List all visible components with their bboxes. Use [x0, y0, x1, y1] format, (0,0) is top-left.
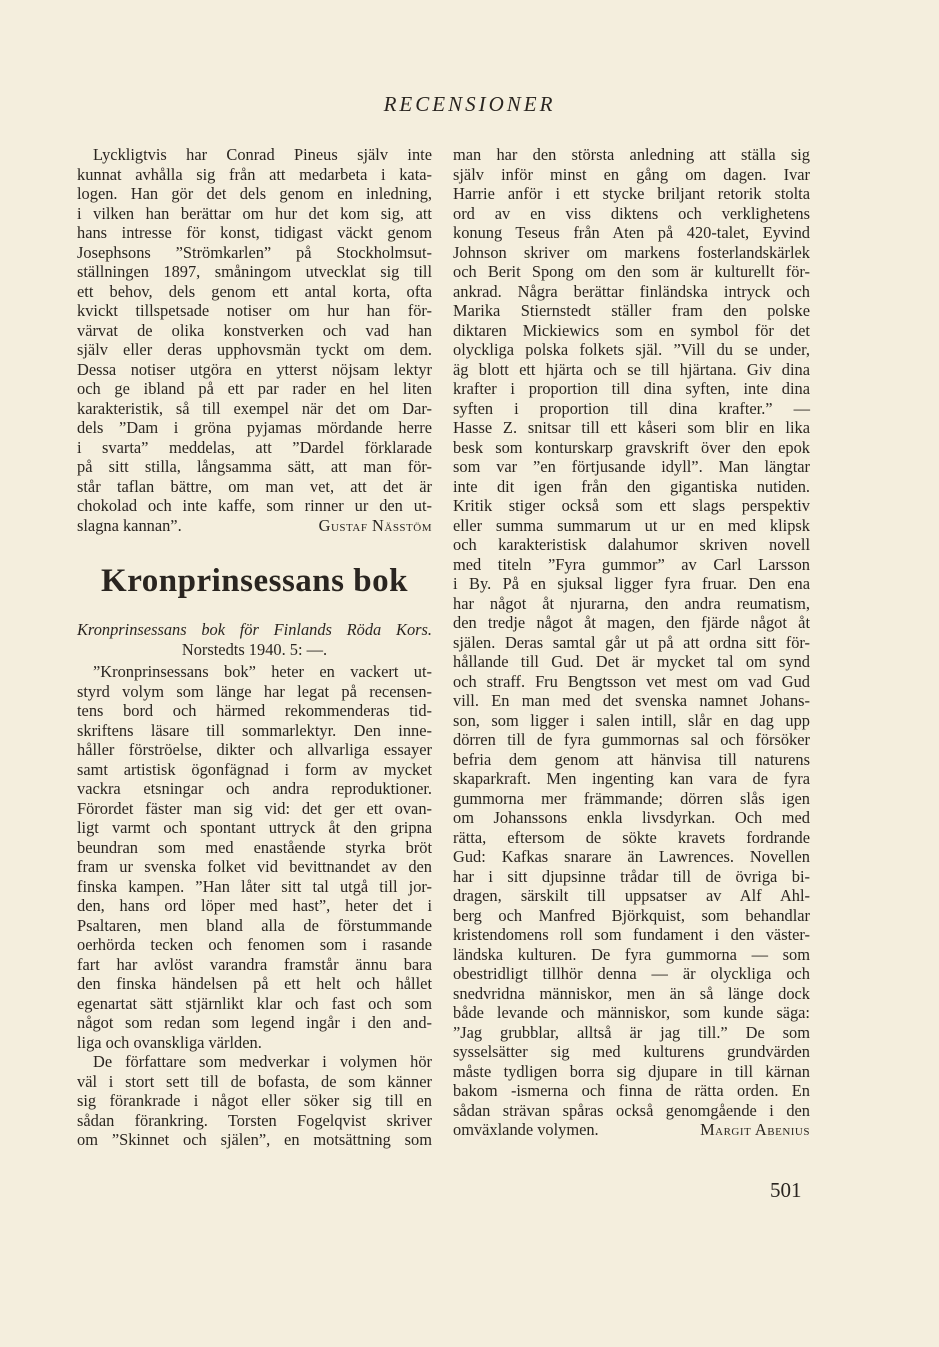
text-line: Marika Stiernstedt ställer fram den polske	[453, 301, 810, 320]
review-2-body-right	[453, 145, 810, 1140]
text-line: själv inför minst en gång om dagen. Ivar	[453, 164, 810, 184]
text-line: själen. Deras samtal går ut på att ordna sitt för-	[453, 632, 810, 652]
text-line: själv eller deras upphovsmän tyckt om dem.	[77, 340, 432, 359]
text-line: sysselsätter sig med kulturens grundvärden	[453, 1042, 810, 1061]
text-line: sådan förankring. Torsten Fogelqvist skriver	[77, 1110, 432, 1130]
author-signature: Gustaf Nässtöm	[318, 515, 432, 535]
text-line: fart har avlöst varandra framstår ännu bara	[77, 954, 432, 974]
text-line: skaparkraft. Men ingenting kan vara de fyra	[453, 769, 810, 788]
text-line: chokolad och inte kaffe, som rinner ur den ut-	[77, 496, 432, 515]
text-line: har något åt njurarna, den andra reumatism,	[453, 593, 810, 613]
text-line: ”Kronprinsessans bok” heter en vackert ut-	[93, 662, 432, 681]
text-line: tens bord och härmed rekommenderas tid-	[77, 701, 432, 720]
running-head: RECENSIONER	[383, 92, 556, 116]
text-line: hans intresse för konst, tidigast väckt genom	[77, 223, 432, 242]
text-line: i vilken han berättar om hur det kom sig, att	[77, 203, 432, 223]
text-line: ländska kulturen. De fyra gummorna — som	[453, 944, 810, 964]
text-line: hållande till Gud. Det är mycket tal om synd	[453, 652, 810, 671]
text-line: äg blott ett hjärta och se till hjärtana. Giv dina	[453, 359, 810, 379]
text-line: sådan strävan spåras också genomgående i den	[453, 1100, 810, 1120]
text-line: Josephsons ”Strömkarlen” på Stockholmsut-	[77, 242, 432, 262]
text-line: fram ur svenska folket vid bevittnandet av den	[77, 857, 432, 876]
text-line: om ”Skinnet och själen”, en motsättning som	[77, 1130, 432, 1149]
text-line: väl i stort sett till de bofasta, de som känner	[77, 1071, 432, 1091]
text-line: bakom -ismerna och finna de rätta orden. En	[453, 1081, 810, 1100]
text-line: inte dit igen från den gigantiska nutiden.	[453, 476, 810, 496]
text-line: ord av en viss diktens och verklighetens	[453, 203, 810, 223]
text-line: karakteristik, så till exempel när det om Dar-	[77, 398, 432, 418]
text-line-content: omväxlande volymen.	[453, 1120, 599, 1139]
text-line: värvat de olika konstverken och vad han	[77, 320, 432, 340]
text-line: vill. En man med det svenska namnet Johans-	[453, 691, 810, 710]
text-line: Förordet fäster man sig vid: det ger ett ovan-	[77, 798, 432, 818]
text-line: Dessa notiser utgöra en ytterst nöjsam lektyr	[77, 359, 432, 379]
text-line: ”Jag grubblar, alltså är jag till.” De som	[453, 1022, 810, 1042]
text-line: finska kampen. ”Han låter sitt tal utgå till jor-	[77, 876, 432, 896]
text-line: olyckliga polska folkets själ. ”Vill du se under,	[453, 340, 810, 359]
text-line: den, hans ord löper med hast”, heter det i	[77, 896, 432, 915]
publisher-info: Norstedts 1940. 5: —.	[181, 640, 328, 659]
text-line: Kritik stiger också som ett slags perspektiv	[453, 496, 810, 515]
text-line	[453, 1120, 810, 1140]
text-line: står taflan bättre, om man vet, att det är	[77, 476, 432, 496]
text-line: besk som konturskarp gravskrift över den epok	[453, 437, 810, 457]
text-line: dörren till de fyra gummornas sal och försöker	[453, 730, 810, 749]
text-line: sig förankrade i något eller söker sig till en	[77, 1091, 432, 1110]
text-line: ett behov, dels genom ett antal korta, ofta	[77, 281, 432, 301]
text-line: och karakteristisk dalahumor skriven novell	[453, 535, 810, 554]
text-line: son, som ligger i salen intill, slår en dag upp	[453, 710, 810, 730]
text-line: krafter i proportion till dina syften, inte dina	[453, 379, 810, 398]
text-line: något som redan som legend ingår i den and-	[77, 1013, 432, 1032]
text-line: logen. Han gör det dels genom en inledning,	[77, 184, 432, 203]
text-line: Harrie anför i ett stycke briljant retorik stolta	[453, 184, 810, 203]
text-line: kristendomens roll som fundament i den väster-	[453, 925, 810, 944]
text-line: De författare som medverkar i volymen hör	[93, 1052, 432, 1071]
text-line: och straff. Fru Bengtsson vet mest om vad Gud	[453, 671, 810, 691]
book-title: Kronprinsessans bok för Finlands Röda Kors.	[77, 620, 432, 639]
text-line: snedvridna människor, men än så länge dock	[453, 983, 810, 1003]
text-line: styrd volym som länge har legat på recensen-	[77, 681, 432, 701]
text-line: på sitt stilla, långsamma sätt, att man för-	[77, 457, 432, 476]
text-line: liga och ovanskliga världen.	[77, 1032, 262, 1052]
text-line: Lyckligtvis har Conrad Pineus själv inte	[93, 145, 432, 164]
text-line: man har den största anledning att ställa sig	[453, 145, 810, 164]
text-line: den finska händelsen på ett helt och hållet	[77, 974, 432, 993]
text-line: rätta, eftersom de sökte kravets fordrande	[453, 827, 810, 847]
text-line: den tredje något åt magen, den fjärde något åt	[453, 613, 810, 632]
text-line: obestridligt tillhör denna — är olyckliga och	[453, 964, 810, 983]
text-line: i svarta” meddelas, att ”Dardel förklarade	[77, 437, 432, 457]
text-line: samt artistisk ögonfägnad i form av mycket	[77, 759, 432, 779]
text-line: har i sitt djupsinne trådar till de övriga bi-	[453, 866, 810, 886]
text-line: konung Teseus från Aten på 420-talet, Eyvind	[453, 223, 810, 242]
text-line: eller summa summarum ut ur en med klipsk	[453, 515, 810, 535]
text-line: vackra etsningar och andra reproduktioner.	[77, 779, 432, 798]
text-line: Hasse Z. snitsar till ett kåseri som blir en lika	[453, 418, 810, 437]
review-1-body	[77, 145, 432, 535]
text-line: måste tydligen borra sig djupare in till kärnan	[453, 1061, 810, 1081]
text-line: syften i proportion till dina krafter.” —	[453, 398, 810, 418]
text-line: Psaltaren, men bland alla de förstummande	[77, 915, 432, 935]
page-number: 501	[770, 1178, 802, 1202]
text-line: skriftens läsare till sommarlektyr. Den inne-	[77, 720, 432, 740]
text-line: Johnson skriver om markens fosterlandskärlek	[453, 242, 810, 262]
text-line: håller förströelse, dikter och allvarliga essayer	[77, 740, 432, 759]
text-line: om Johanssons enkla livsdyrkan. Och med	[453, 808, 810, 827]
text-line: och ge ibland på ett par rader en hel liten	[77, 379, 432, 398]
text-line: kunnat avhålla sig från att medarbeta i kata-	[77, 164, 432, 184]
text-line: dragen, särskilt till uppsatser av Alf Ahl-	[453, 886, 810, 905]
review-2-heading: Kronprinsessans bok	[101, 563, 408, 599]
text-line: beundran som med enastående styrka bröt	[77, 837, 432, 857]
text-line: oerhörda tecken och fenomen som i rasande	[77, 935, 432, 954]
text-line: dels ”Dam i gröna pyjamas mördande herre	[77, 418, 432, 437]
author-signature: Margit Abenius	[700, 1120, 810, 1139]
review-2-body-left	[77, 662, 432, 1150]
text-line: ankrad. Några berättar finländska intryck och	[453, 281, 810, 301]
text-line: berg och Manfred Björkquist, som behandlar	[453, 905, 810, 925]
text-line: både levande och människor, som kunde säga:	[453, 1003, 810, 1022]
review-2-bibliography	[77, 620, 432, 660]
text-line	[77, 516, 432, 536]
text-line: med titeln ”Fyra gummor” av Carl Larsson	[453, 554, 810, 574]
text-line: och Berit Spong om den som är kulturellt för-	[453, 262, 810, 281]
text-line: i By. På en sjuksal ligger fyra fruar. Den ena	[453, 574, 810, 593]
text-line: egenartat sätt stjärnlikt klar och fast och som	[77, 993, 432, 1013]
text-line: Gud: Kafkas snarare än Lawrences. Novellen	[453, 847, 810, 866]
text-line: befria dem genom att hänvisa till naturens	[453, 749, 810, 769]
text-line: ligt varmt och spontant uttryck åt den gripna	[77, 818, 432, 837]
text-line: kvickt tillspetsade notiser om hur han för-	[77, 301, 432, 320]
text-line-content: slagna kannan”.	[77, 515, 182, 535]
text-line: ställningen 1897, småningom utvecklat sig till	[77, 262, 432, 281]
text-line: som var ”en förtjusande idyll”. Man längtar	[453, 457, 810, 476]
text-line: diktaren Mickiewics som en symbol för det	[453, 320, 810, 340]
text-line: gummorna mer främmande; dörren slås igen	[453, 788, 810, 808]
